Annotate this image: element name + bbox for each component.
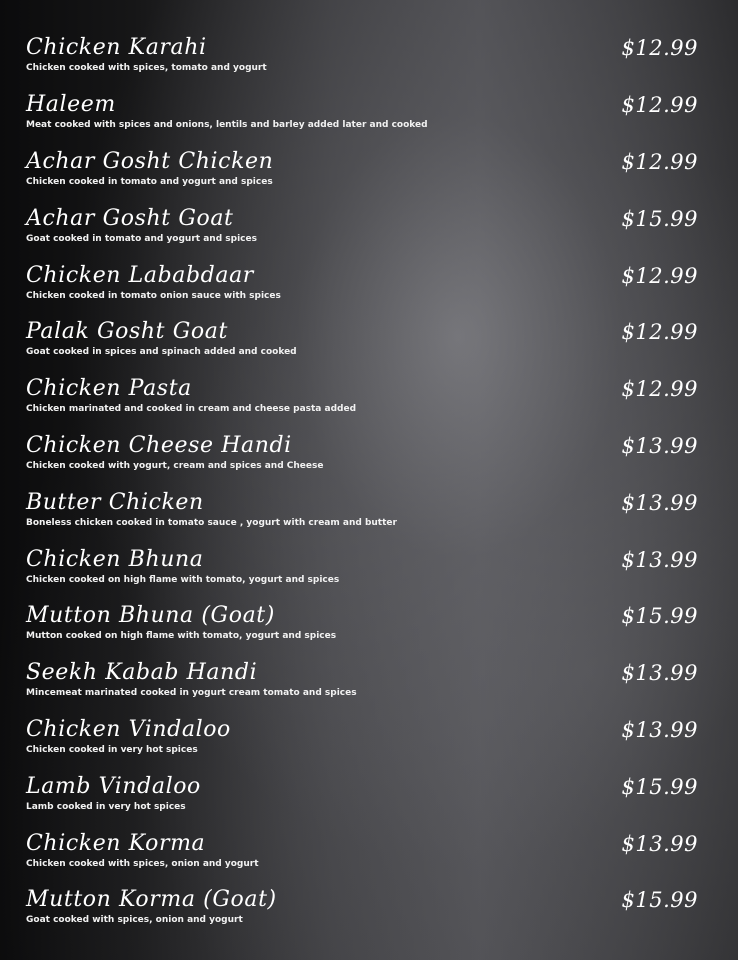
item-price: $13.99: [621, 548, 698, 572]
item-description: Goat cooked in spices and spinach added and cooked: [26, 347, 297, 357]
item-name: Chicken Bhuna: [26, 547, 204, 572]
item-name: Mutton Bhuna (Goat): [26, 603, 275, 628]
item-name: Achar Gosht Chicken: [26, 149, 274, 174]
menu-item: [0, 489, 738, 546]
menu-item: [0, 91, 738, 148]
item-description: Chicken cooked on high flame with tomato, yogurt and spices: [26, 575, 340, 585]
menu-item: [0, 830, 738, 887]
item-description: Meat cooked with spices and onions, lentils and barley added later and cooked: [26, 120, 428, 130]
item-name: Chicken Vindaloo: [26, 717, 231, 742]
item-price: $12.99: [621, 320, 698, 344]
item-name: Lamb Vindaloo: [26, 774, 201, 799]
item-price: $13.99: [621, 661, 698, 685]
menu-item: [0, 375, 738, 432]
item-name: Seekh Kabab Handi: [26, 660, 258, 685]
item-name: Achar Gosht Goat: [26, 206, 234, 231]
item-description: Chicken cooked with yogurt, cream and spices and Cheese: [26, 461, 324, 471]
menu-item: [0, 716, 738, 773]
item-description: Goat cooked in tomato and yogurt and spices: [26, 234, 257, 244]
menu-item: [0, 262, 738, 319]
item-description: Goat cooked with spices, onion and yogurt: [26, 915, 243, 925]
item-price: $12.99: [621, 264, 698, 288]
item-price: $15.99: [621, 604, 698, 628]
item-description: Mincemeat marinated cooked in yogurt cream tomato and spices: [26, 688, 357, 698]
menu-item: [0, 602, 738, 659]
item-description: Chicken cooked in tomato and yogurt and spices: [26, 177, 273, 187]
item-price: $12.99: [621, 93, 698, 117]
item-description: Chicken marinated and cooked in cream and cheese pasta added: [26, 404, 357, 414]
menu-item: [0, 773, 738, 830]
item-price: $12.99: [621, 36, 698, 60]
item-name: Palak Gosht Goat: [26, 319, 228, 344]
item-price: $15.99: [621, 207, 698, 231]
item-price: $13.99: [621, 832, 698, 856]
menu-item: [0, 432, 738, 489]
menu-item: [0, 886, 738, 943]
menu-item: [0, 34, 738, 91]
item-description: Boneless chicken cooked in tomato sauce , yogurt with cream and butter: [26, 518, 397, 528]
item-name: Butter Chicken: [26, 490, 204, 515]
item-description: Chicken cooked in very hot spices: [26, 745, 198, 755]
item-name: Mutton Korma (Goat): [26, 887, 277, 912]
item-name: Chicken Karahi: [26, 35, 207, 60]
item-name: Haleem: [26, 92, 116, 117]
item-price: $12.99: [621, 150, 698, 174]
item-price: $13.99: [621, 434, 698, 458]
item-description: Lamb cooked in very hot spices: [26, 802, 186, 812]
menu-item: [0, 318, 738, 375]
item-price: $15.99: [621, 888, 698, 912]
menu-item: [0, 546, 738, 603]
item-name: Chicken Cheese Handi: [26, 433, 292, 458]
item-description: Chicken cooked with spices, onion and yogurt: [26, 859, 259, 869]
item-name: Chicken Korma: [26, 831, 206, 856]
menu-item: [0, 148, 738, 205]
item-name: Chicken Lababdaar: [26, 263, 254, 288]
item-description: Mutton cooked on high flame with tomato, yogurt and spices: [26, 631, 337, 641]
item-price: $13.99: [621, 718, 698, 742]
item-price: $12.99: [621, 377, 698, 401]
item-description: Chicken cooked with spices, tomato and yogurt: [26, 63, 267, 73]
item-name: Chicken Pasta: [26, 376, 192, 401]
menu-item: [0, 659, 738, 716]
item-price: $13.99: [621, 491, 698, 515]
item-description: Chicken cooked in tomato onion sauce with spices: [26, 291, 281, 301]
item-price: $15.99: [621, 775, 698, 799]
menu-item: [0, 205, 738, 262]
